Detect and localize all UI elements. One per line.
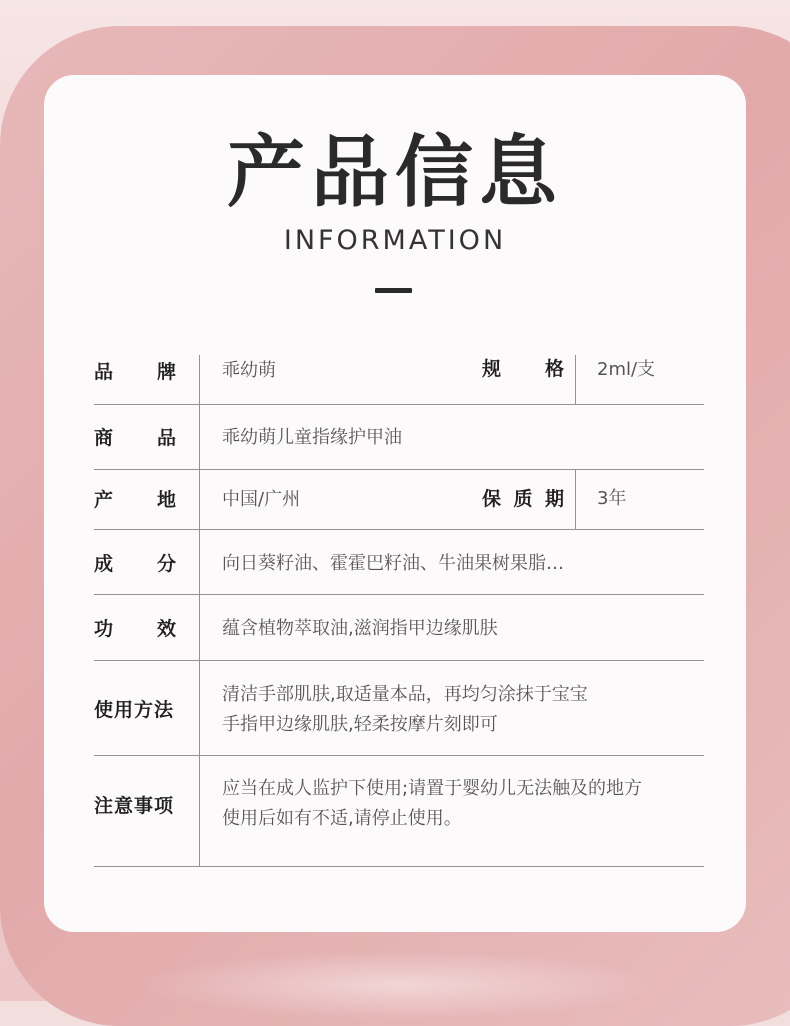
brand-label-char: 品: [94, 361, 114, 383]
usage-line: 手指甲边缘肌肤,轻柔按摩片刻即可: [222, 714, 498, 735]
row-divider: [94, 660, 704, 661]
row-divider: [94, 469, 704, 470]
product-label-char: 商: [94, 427, 114, 449]
spec-value: 2ml/支: [597, 359, 656, 380]
shelf-life-label-char: 质: [513, 488, 533, 510]
shelf-life-label-char: 保: [482, 488, 502, 510]
notes-line: 使用后如有不适,请停止使用。: [222, 808, 462, 829]
brand-value: 乖幼萌: [222, 360, 276, 381]
row-divider: [94, 404, 704, 405]
ingredients-label-char: 分: [156, 553, 176, 575]
origin-label-char: 地: [156, 489, 176, 511]
ingredients-value: 向日葵籽油、霍霍巴籽油、牛油果树果脂…: [222, 553, 564, 574]
page-title: 产品信息: [226, 128, 563, 218]
row-divider: [94, 594, 704, 595]
row-divider: [94, 866, 704, 867]
ingredients-label: [94, 552, 176, 576]
shelf-life-value: 3年: [597, 488, 627, 509]
row-divider: [94, 755, 704, 756]
origin-label-char: 产: [94, 489, 114, 511]
product-label: [94, 426, 176, 450]
product-label-char: 品: [156, 427, 176, 449]
notes-line: 应当在成人监护下使用;请置于婴幼儿无法触及的地方: [222, 778, 643, 799]
origin-label: [94, 488, 176, 512]
title-divider: [375, 288, 412, 293]
light-glow: [140, 950, 660, 1020]
efficacy-value: 蕴含植物萃取油,滋润指甲边缘肌肤: [222, 618, 498, 639]
shelf-divider: [575, 469, 576, 529]
efficacy-label-char: 效: [156, 618, 176, 640]
ingredients-label-char: 成: [94, 553, 114, 575]
origin-value: 中国/广州: [222, 489, 301, 510]
spec-label-char: 规: [482, 358, 502, 380]
spec-divider: [575, 355, 576, 404]
notes-value: [222, 774, 642, 834]
shelf-life-label-char: 期: [544, 488, 564, 510]
row-divider: [94, 529, 704, 530]
usage-value: [222, 680, 588, 740]
page-subtitle: INFORMATION: [283, 225, 507, 256]
brand-label-char: 牌: [156, 361, 176, 383]
usage-line: 清洁手部肌肤,取适量本品，再均匀涂抹于宝宝: [222, 684, 588, 705]
notes-label: 注意事项: [94, 795, 175, 817]
label-column-divider: [199, 355, 200, 866]
efficacy-label-char: 功: [94, 618, 114, 640]
efficacy-label: [94, 617, 176, 641]
spec-label: [482, 357, 564, 381]
shelf-life-label: [482, 487, 564, 511]
spec-label-char: 格: [544, 358, 564, 380]
product-value: 乖幼萌儿童指缘护甲油: [222, 427, 402, 448]
brand-label: [94, 360, 176, 384]
usage-label: 使用方法: [94, 699, 175, 721]
